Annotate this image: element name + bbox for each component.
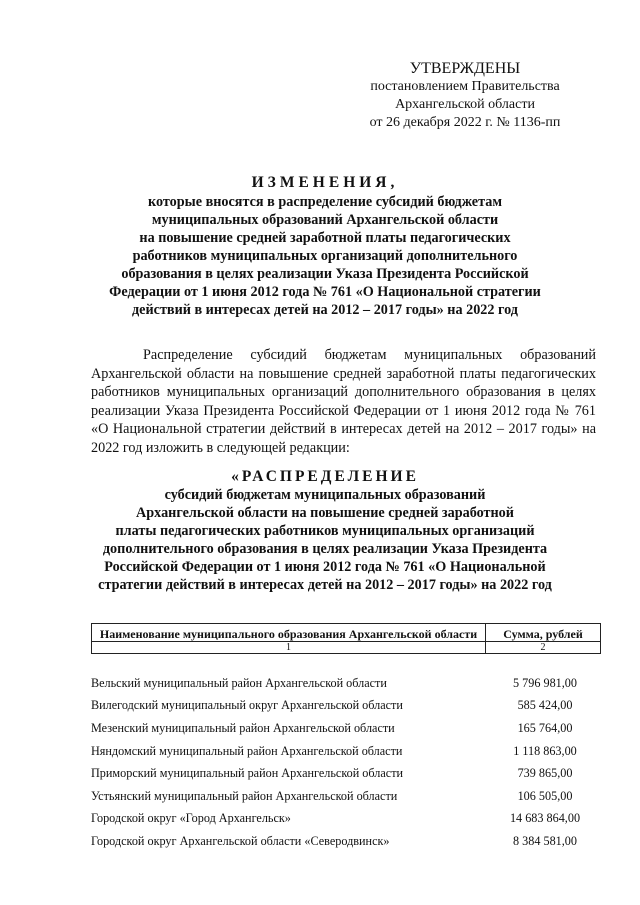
table-row [91,672,601,695]
row-name: Городской округ «Город Архангельск» [91,811,291,826]
row-sum: 585 424,00 [517,698,573,713]
approval-line-1: УТВЕРЖДЕНЫ [409,60,521,77]
column-header-name: Наименование муниципального образования Архангельской области [92,624,486,642]
body-paragraph: Распределение субсидий бюджетам муниципальных образований Архангельской области на повышение средней заработной платы педагогических работников муниципальных организаций дополнительного образования в целях реализации Указа Президента Российской Федерации от 1 июня 2012 года № 761 «О Национальной стратегии действий в интересах детей на 2012 – 2017 годы» на 2022 год изложить в следующей редакции: [91,347,596,456]
table-body [91,672,601,853]
distribution-line: Российской Федерации от 1 июня 2012 года № 761 «О Национальной [104,559,546,575]
row-sum: 14 683 864,00 [509,811,581,826]
table-row [91,785,601,808]
row-name: Приморский муниципальный район Архангельской области [91,766,404,781]
distribution-line: субсидий бюджетам муниципальных образований [164,487,486,503]
distribution-line: платы педагогических работников муниципальных организаций [115,523,535,539]
distribution-line: стратегии действий в интересах детей на 2012 – 2017 годы» на 2022 год [98,577,552,593]
title-line: образования в целях реализации Указа Президента Российской [121,266,529,282]
distribution-line: дополнительного образования в целях реализации Указа Президента [102,541,548,557]
table-row [91,830,601,853]
approval-line-3: Архангельской области [395,97,535,112]
table-row [91,762,601,785]
title-heading: ИЗМЕНЕНИЯ, [251,174,399,191]
title-line: действий в интересах детей на 2012 – 2017 годы» на 2022 год [132,302,518,318]
row-sum: 106 505,00 [517,788,573,803]
row-name: Мезенский муниципальный район Архангельской области [91,720,395,735]
column-header-sum: Сумма, рублей [486,624,601,642]
table-header [91,623,601,654]
table-row [91,808,601,831]
distribution-heading: «РАСПРЕДЕЛЕНИЕ [231,468,419,485]
row-name: Городской округ Архангельской области «Северодвинск» [91,833,390,848]
title-line: муниципальных образований Архангельской области [151,212,499,228]
title-line: работников муниципальных организаций дополнительного [132,248,518,264]
row-sum: 739 865,00 [517,766,573,781]
row-sum: 165 764,00 [517,720,573,735]
row-sum: 1 118 863,00 [513,743,577,758]
distribution-title [95,468,555,594]
row-name: Няндомский муниципальный район Архангельской области [91,743,403,758]
title-line: Федерации от 1 июня 2012 года № 761 «О Национальной стратегии [109,284,541,300]
row-name: Вельский муниципальный район Архангельской области [91,675,387,690]
title-line: на повышение средней заработной платы педагогических [139,230,511,246]
row-sum: 5 796 981,00 [513,675,577,690]
table-row [91,695,601,718]
column-number-1: 1 [92,642,486,654]
row-name: Устьянский муниципальный район Архангельской области [91,788,398,803]
table-row [91,717,601,740]
approval-line-2: постановлением Правительства [370,79,560,94]
row-sum: 8 384 581,00 [513,833,577,848]
row-name: Вилегодский муниципальный округ Архангельской области [91,698,403,713]
approval-line-4: от 26 декабря 2022 г. № 1136-пп [369,115,561,130]
distribution-line: Архангельской области на повышение средней заработной [136,505,514,521]
title-line: которые вносятся в распределение субсидий бюджетам [148,194,502,210]
table-row [91,740,601,763]
document-title [90,174,560,319]
approval-stamp [360,60,570,132]
column-number-2: 2 [486,642,601,654]
